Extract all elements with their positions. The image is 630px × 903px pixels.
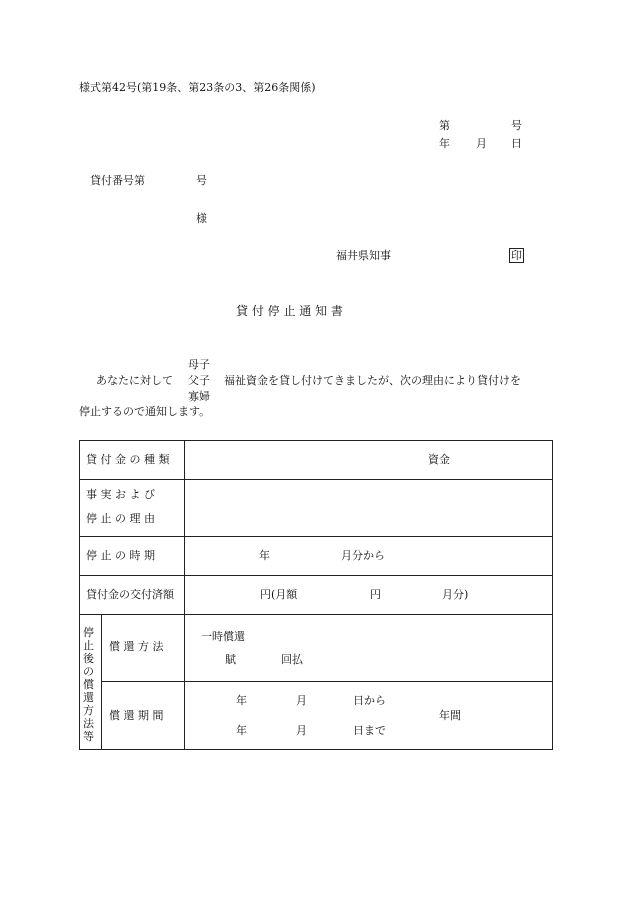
form-number: 様式第42号(第19条、第23条の3、第26条関係) — [79, 81, 316, 94]
option-kafu: 寡婦 — [188, 390, 210, 403]
period-from-day: 日から — [353, 694, 386, 707]
body-lead: あなたに対して — [96, 374, 173, 387]
body-line2: 停止するので通知します。 — [79, 405, 211, 418]
issuer-name: 福井県知事 — [336, 249, 391, 262]
paid-yen: 円 — [370, 588, 381, 601]
method-lump-sum: 一時償還 — [201, 630, 245, 643]
loan-number-suffix: 号 — [196, 174, 207, 187]
seal-mark: 印 — [511, 249, 522, 262]
date-month: 月 — [476, 137, 487, 150]
date-day: 日 — [511, 137, 522, 150]
option-boshi: 母子 — [188, 358, 210, 371]
addressee-suffix: 様 — [196, 212, 207, 225]
value-loan-type: 資金 — [428, 453, 450, 466]
label-repayment-method: 償 還 方 法 — [109, 640, 164, 653]
stop-time-year: 年 — [259, 549, 270, 562]
side-label-repayment: 停 止 後 の 償 還 方 法 等 — [83, 626, 94, 743]
date-year: 年 — [439, 137, 450, 150]
form-table — [79, 440, 553, 750]
label-repayment-period: 償 還 期 間 — [109, 709, 164, 722]
doc-number-prefix: 第 — [439, 119, 450, 132]
option-fushi: 父子 — [188, 374, 210, 387]
recipient-type-options — [188, 357, 210, 405]
body-line1: 福祉資金を貸し付けてきましたが、次の理由により貸付けを — [224, 374, 521, 387]
period-from-year: 年 — [236, 694, 247, 707]
paid-months: 月分) — [442, 588, 469, 601]
period-to-month: 月 — [296, 724, 307, 737]
label-paid-amount: 貸付金の交付済額 — [86, 588, 174, 601]
label-reason-line2: 停 止 の 理 由 — [86, 512, 155, 525]
loan-number-prefix: 貸付番号第 — [90, 174, 145, 187]
period-to-day: 日まで — [353, 724, 386, 737]
period-years: 年間 — [439, 709, 461, 722]
doc-number-suffix: 号 — [511, 119, 522, 132]
label-loan-type: 貸 付 金 の 種 類 — [86, 453, 170, 466]
label-reason-line1: 事 実 お よ び — [86, 488, 155, 501]
method-times: 回払 — [281, 653, 303, 666]
stop-time-month: 月分から — [341, 549, 385, 562]
paid-yen-monthly: 円(月額 — [260, 588, 298, 601]
period-to-year: 年 — [236, 724, 247, 737]
label-stop-time: 停 止 の 時 期 — [86, 549, 155, 562]
period-from-month: 月 — [296, 694, 307, 707]
method-installment: 賦 — [225, 653, 236, 666]
document-title: 貸 付 停 止 通 知 書 — [236, 304, 343, 318]
